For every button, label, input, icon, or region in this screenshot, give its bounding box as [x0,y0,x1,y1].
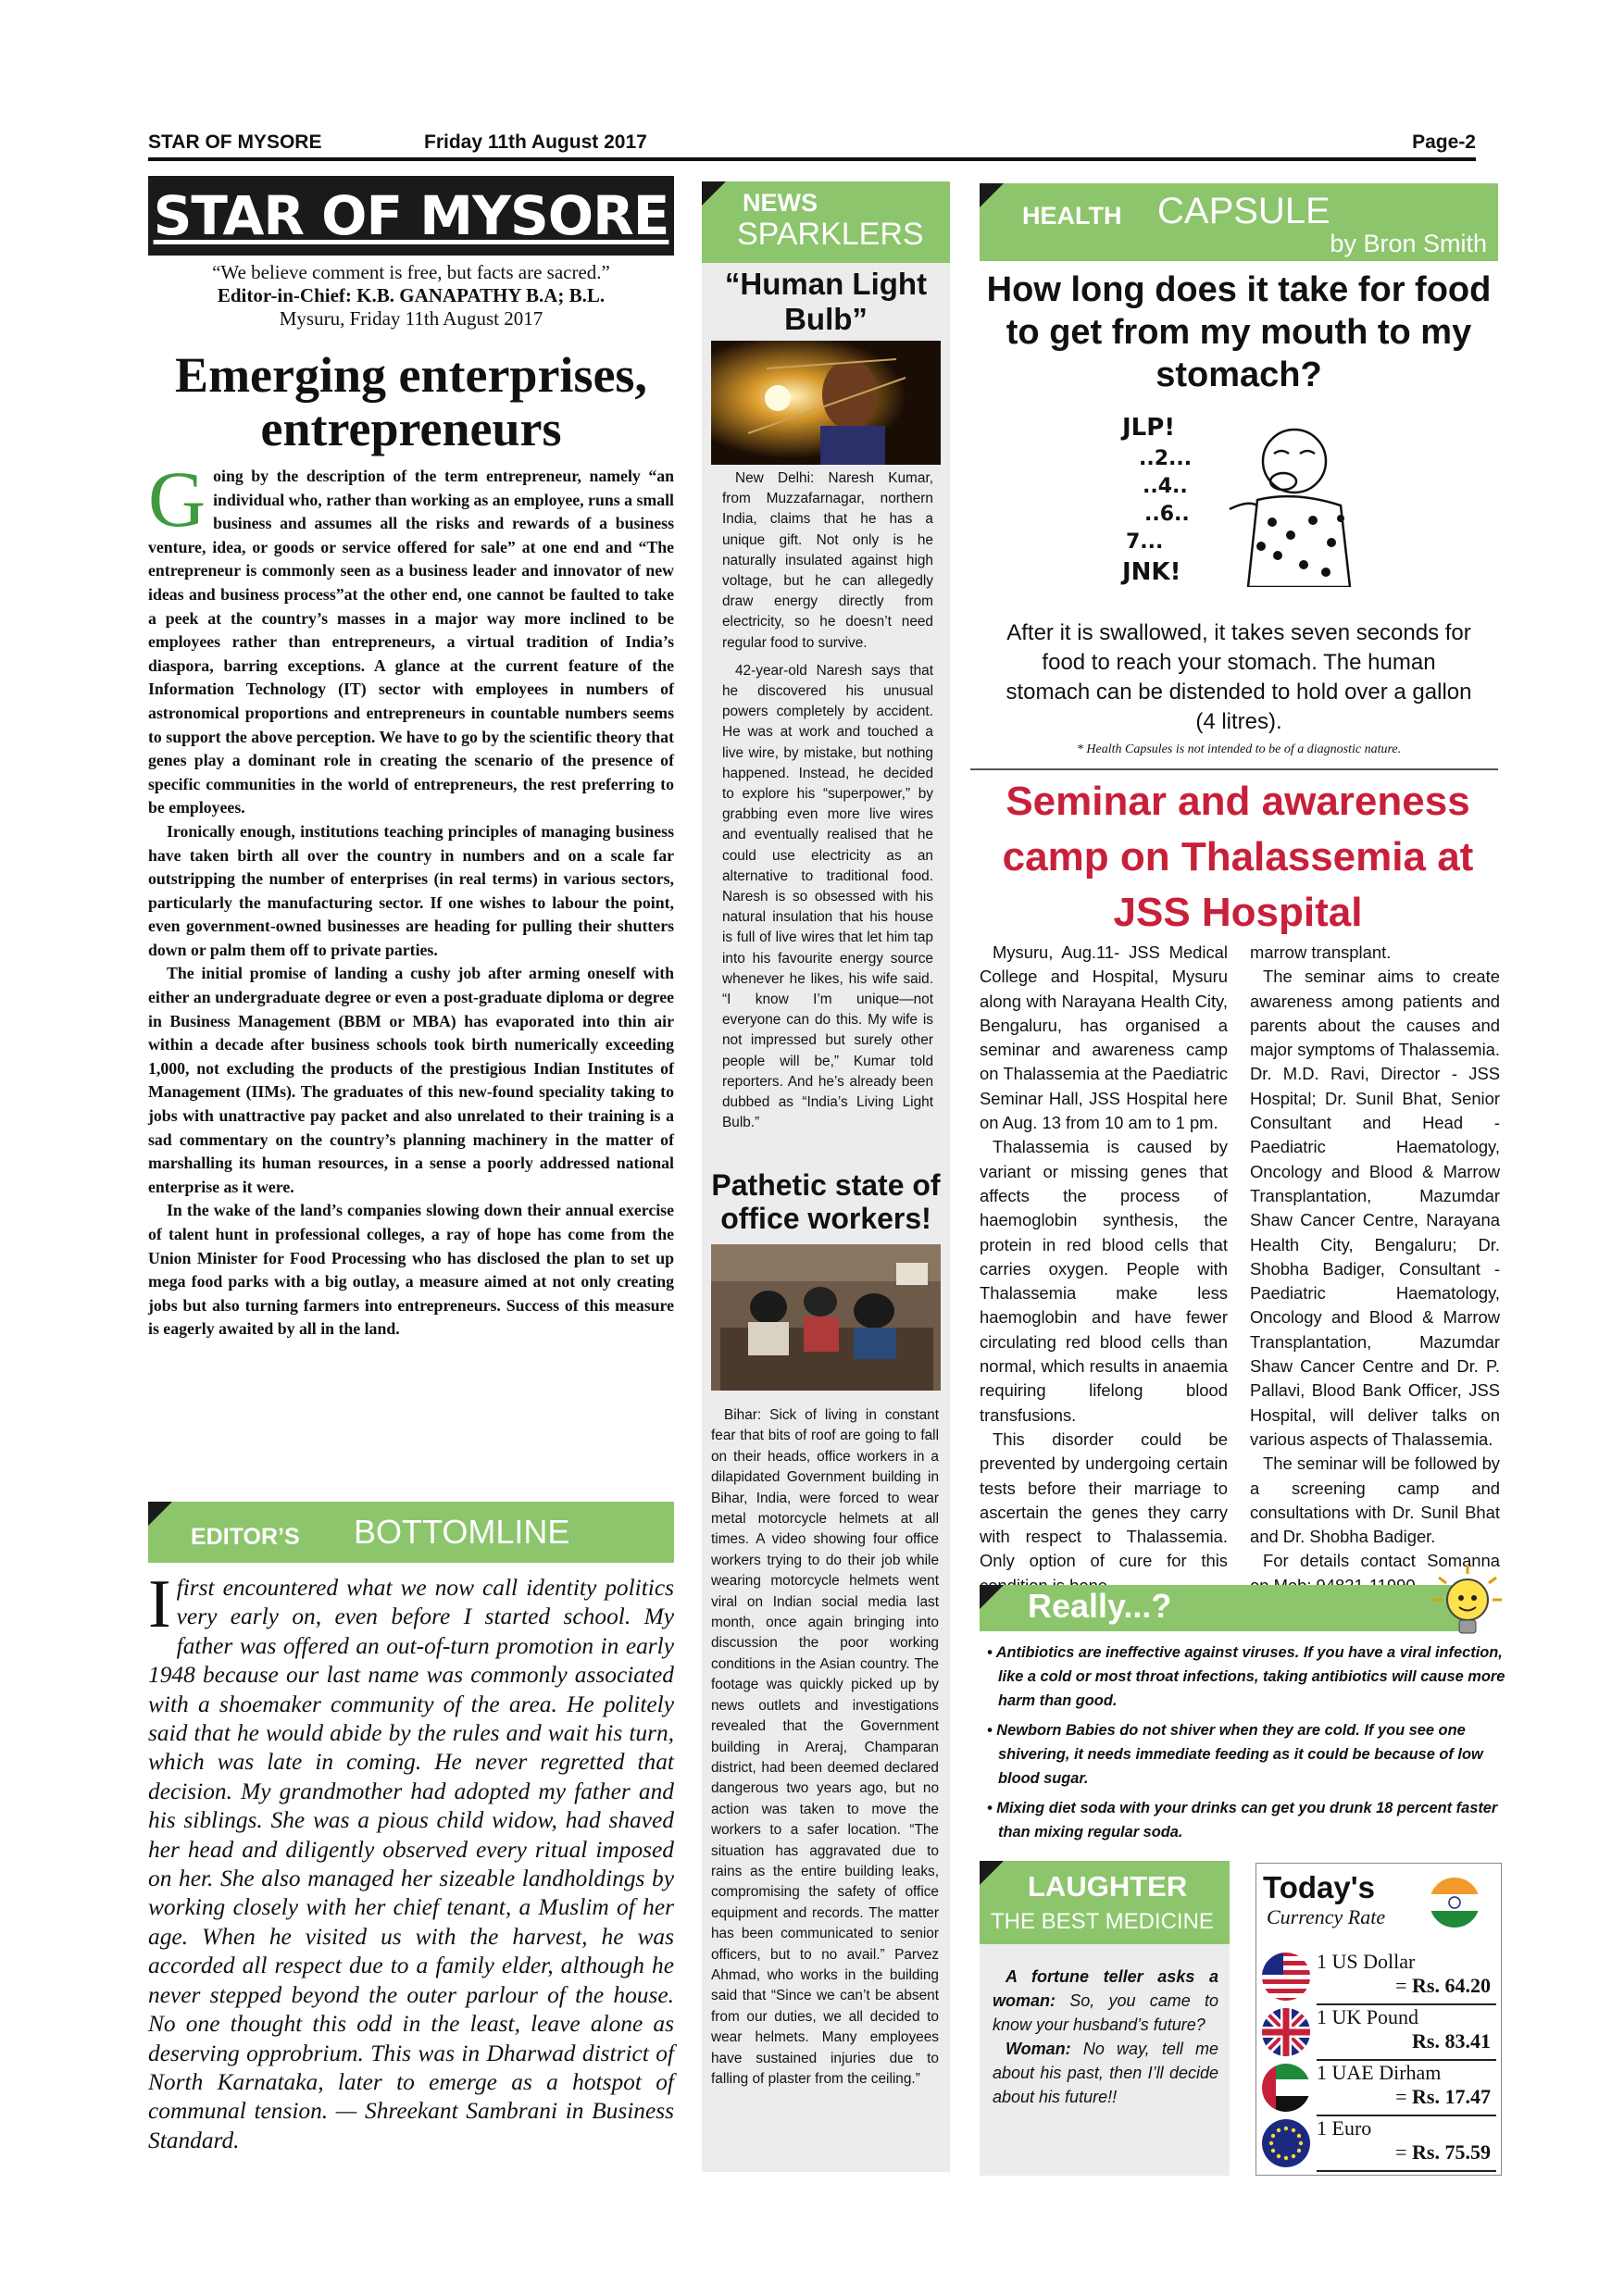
currency-row-eur [1261,2115,1496,2168]
uk-flag-icon [1261,2007,1311,2057]
health-disclaimer: * Health Capsules is not intended to be of a diagnostic nature. [1076,742,1402,756]
uae-flag-icon [1261,2063,1311,2113]
cartoon-text: ..2... [1139,447,1193,470]
editorial-paragraph: In the wake of the land’s companies slowing down their annual exercise of talent hunt in professional colleges, a ray of hope has come from the Union Minister for Food Processing who has disclosed the plan to set up mega food parks with a big outlay, a measure aimed at not only creating jobs but also turning farmers into entrepreneurs. Success of this measure is eagerly awaited by all in the land. [148,1201,674,1339]
header-paper-name: STAR OF MYSORE [148,131,322,153]
bottomline-dropcap: I [148,1566,171,1642]
currency-title: Today's [1263,1870,1375,1904]
currency-name: 1 UK Pound [1317,2005,1419,2028]
currency-divider [1317,2170,1496,2172]
currency-rate: = Rs. 75.59 [1395,2140,1491,2164]
light-bulb-icon [1431,1563,1504,1642]
masthead-motto: “We believe comment is free, but facts are sacred.” [212,261,610,283]
seminar-column-2 [1250,941,1500,1598]
masthead-dateline: Mysuru, Friday 11th August 2017 [279,307,543,330]
news-sparklers-banner [702,181,950,263]
story-paragraph: 42-year-old Naresh says that he discovered his unusual powers completely by accident. He was at work and touched a live wire, by mistake, but nothing happened. Instead, he decided to explore his “superpower,” by grabbing even more live wires and eventually realised that he could use electricity as an alternative to traditional food. Naresh is so obsessed with his natural insulation that his house is full of live wires that let him tap into his favourite energy source whenever he likes, his wife said. “I know I’m unique—not everyone can do this. My wife is not impressed but surely other people will be,” Kumar told reporters. And he’s already been dubbed as “India’s Living Light Bulb.” [722,662,933,1131]
really-list [980,1641,1507,1850]
editorial-paragraph: Ironically enough, institutions teaching principles of managing business have taken birth all over the country in numbers and on a scale far outstripping the number of enterprises (in real terms) in various sectors, particularly the manufacturing sector. If one wishes to labour the point, even government-owned businesses are heading for pulling their shutters down or palm them off to private parties. [148,821,674,959]
health-capsule-banner [980,183,1498,261]
currency-subtitle: Currency Rate [1267,1905,1386,1928]
header-rule [148,157,1476,161]
editorial-body [148,455,674,1341]
really-item: • Mixing diet soda with your drinks can get you drunk 18 percent faster than mixing regular soda. [987,1800,1498,1841]
banner-corner-icon [980,1861,1004,1885]
seminar-headline: Seminar and awareness camp on Thalassemia at JSS Hospital [1002,779,1474,935]
health-question: How long does it take for food to get from my mouth to my stomach? [986,270,1492,394]
health-label: CAPSULE [1157,191,1330,231]
laughter-banner [980,1861,1230,1944]
seminar-paragraph: The seminar aims to create awareness among patients and parents about the causes and major symptoms of Thalassemia. Dr. M.D. Ravi, Director - JSS Hospital; Dr. Sunil Bhat, Senior Consultant and Head - Paediatric Haematology, Oncology and Blood & Marrow Transplantation, Mazumdar Shaw Cancer Centre, Narayana Health City, Bengaluru; Dr. Shobha Badiger, Consultant - Paediatric Haematology, Oncology and Blood & Marrow Transplantation, Mazumdar Shaw Cancer Centre and Dr. P. Pallavi, Blood Bank Officer, JSS Hospital, will deliver talks on various aspects of Thalassemia. [1250,967,1500,1449]
laughter-label-top: LAUGHTER [1028,1870,1188,1903]
currency-rate: = Rs. 64.20 [1395,1974,1491,1997]
seminar-paragraph: marrow transplant. [1250,942,1392,962]
cartoon-text: ..6.. [1144,503,1190,526]
really-banner [980,1585,1461,1631]
story-paragraph: Bihar: Sick of living in constant fear that bits of roof are going to fall on their heads, office workers in a dilapidated Government building in Bihar, India, were forced to wear metal motorcycle helmets at all times. A video showing four office workers trying to do their job while wearing motorcycle helmets went viral on Indian social media last month, once again bringing into discussion the poor working conditions in the Asian country. The footage was quickly picked up by news outlets and investigations revealed that the Government building in Areraj, Champaran district, had been deemed declared dangerous two years ago, but no action was taken to move the workers to a safer location. “The situation has aggravated due to rains as the entire building leaks, compromising the safety of office equipment and records. The matter has been communicated to senior officers, but to no avail.” Parvez Ahmad, who works in the building said that “Since we can’t be absent from our duties, we all decided to wear helmets. Many employees have sustained injuries due to falling of plaster from the ceiling.” [711,1407,939,2087]
cartoon-text: 7... [1126,530,1164,554]
currency-row-gbp [1261,2003,1496,2057]
editorial-headline: Emerging enterprises, entrepreneurs [175,347,647,456]
currency-row-usd [1261,1948,1496,2002]
seminar-column-1 [980,941,1228,1598]
really-label: Really...? [1028,1587,1172,1625]
editorial-dropcap: G [148,455,206,543]
health-label-bold: HEALTH [1022,202,1122,230]
india-flag-icon [1428,1876,1481,1929]
story-title: “Human Light Bulb” [724,267,928,336]
bottomline-label: BOTTOMLINE [354,1513,570,1551]
laughter-label-bottom: THE BEST MEDICINE [991,1909,1214,1934]
currency-row-aed [1261,2059,1496,2113]
health-answer: After it is swallowed, it takes seven seconds for food to reach your stomach. The human stomach can be distended to hold over a gallon (4 litres). [1006,620,1472,734]
joke-line: Woman: No way, tell me about his past, then I’ll decide about his future!! [993,2040,1218,2106]
seminar-paragraph: Thalassemia is caused by variant or missing genes that affects the process of haemoglobin synthesis, the protein in red blood cells that carries oxygen. People with Thalassemia make less haemoglobin and have fewer circulating red blood cells than normal, which results in anaemia requiring lifelong blood transfusions. [980,1137,1228,1425]
bottomline-body [148,1566,674,2155]
header-date: Friday 11th August 2017 [424,131,647,153]
news-label-top: NEWS [743,189,818,217]
currency-rate: Rs. 83.41 [1412,2029,1491,2053]
seminar-paragraph: Mysuru, Aug.11- JSS Medical College and Hospital, Mysuru along with Narayana Health City, Bengaluru, has organised a seminar and awareness camp on Thalassemia at the Paediatric Seminar Hall, JSS Hospital here on Aug. 13 from 10 am to 1 pm. [980,942,1228,1133]
story-body [711,1405,939,2090]
story-paragraph: New Delhi: Naresh Kumar, from Muzzafarnagar, northern India, claims that he has a unique gift. Not only is he naturally insulated against high voltage, but he can allegedly draw energy directly from electricity, so he doesn’t need regular food to survive. [722,470,933,651]
banner-corner-icon [148,1502,172,1526]
currency-name: 1 US Dollar [1317,1950,1416,1973]
cartoon-text: ..4.. [1143,475,1188,498]
editorial-paragraph: The initial promise of landing a cushy job after arming oneself with either an undergraduate degree or even a post-graduate diploma or degree in Business Management (BBM or MBA) has evaporated into thin air within a decade after business schools took birth numerically exceeding 1,000, not excluding the products of the prestigious Indian Institutes of Management (IIMs). The graduates of this new-found speciality taking to jobs with unattractive pay packet and also unrelated to their training is a sad commentary on the country’s planning machinery in the matter of marshalling its human resources, in a sense a poorly addressed national enterprise as it were. [148,964,674,1196]
currency-name: 1 Euro [1317,2116,1372,2140]
really-item: • Antibiotics are ineffective against viruses. If you have a viral infection, like a cold or most throat infections, taking antibiotics will cause more harm than good. [987,1644,1505,1709]
swallowing-cartoon-illustration [1118,407,1359,587]
cartoon-text: JNK! [1122,558,1181,586]
seminar-paragraph: This disorder could be prevented by undergoing certain tests before their marriage to ascertain the genes they carry with respect to Thalassemia. Only option of cure for this [980,1429,1228,1571]
banner-corner-icon [980,1585,1004,1609]
banner-corner-icon [980,183,1004,207]
cartoon-text: JLP! [1122,414,1176,442]
office-workers-helmets-photo [711,1244,941,1391]
health-byline: by Bron Smith [1330,230,1487,257]
eu-flag-icon [1261,2118,1311,2168]
currency-name: 1 UAE Dirham [1317,2061,1442,2084]
seminar-paragraph: The seminar will be followed by a screening camp and consultations with Dr. Sunil Bhat and Dr. Shobha Badiger. [1250,1454,1500,1547]
masthead-logo: STAR OF MYSORE [148,176,674,256]
bottomline-label-bold: EDITOR’S [191,1524,300,1550]
really-item: • Newborn Babies do not shiver when they are cold. If you see one shivering, it needs immediate feeding as it could be because of low blood sugar. [987,1722,1483,1787]
banner-corner-icon [702,181,726,206]
seminar-paragraph: For details contact Somanna [1263,1551,1500,1571]
light-bulb-man-photo [711,341,941,465]
news-label-bottom: SPARKLERS [737,217,924,252]
joke-line: A fortune teller asks a woman: So, you came to know your husband’s future? [993,1967,1218,2034]
header-page-number: Page-2 [1412,131,1476,153]
bottomline-text: first encountered what we now call identity politics very early on, even before I started school. My father was offered an out-of-turn promotion in early 1948 because our last name was commonly associated with a shoemaker community of the area. He politely said that he would abide by the rules and wait his turn, which was late in coming. He never regretted that decision. My grandmother had adopted my father and his siblings. She was a pious child widow, had shaved her head and diligently observed every ritual imposed on her. She also managed her sizeable landholdings by working closely with her chief tenant, a Muslim of her age. When he visited us with the harvest, he was accorded all respect due to a family elder, although he never stepped beyond the outer parlour of the house. No one thought this odd in the least, leave alone as deserving opprobrium. This was in Dharwad district of North Karnataka, later to emerge as a hotspot of communal tension. — Shreekant Sambrani in Business Standard. [148,1575,674,2153]
laughter-joke [993,1965,1218,2109]
story-body [722,468,933,1134]
editorial-paragraph: oing by the description of the term entrepreneur, namely “an individual who, rather than working as an employee, runs a small business and assumes all the risks and rewards of a business venture, idea, or goods or service offered for sale” at one end and “The entrepreneur is commonly seen as a business leader and innovator of new ideas and business process”at the other end, one cannot be faulted to take a peek at the country’s masses in a major way more inclined to be employees rather than entrepreneurs, a virtual tradition of India’s diaspora, barring exceptions. A glance at the current feature of the Information Technology (IT) sector with employees in numbers of astronomical proportions and entrepreneurs in countable numbers seems to support the above perception. We have to go by the scientific theory that genes play a dominant role in creating the scenario of the presence of specific communities in the world of entrepreneurs, the rest preferring to be employees. [148,467,674,817]
story-title: Pathetic state of office workers! [711,1168,941,1235]
currency-rate: = Rs. 17.47 [1395,2085,1491,2108]
section-divider [970,768,1498,770]
masthead-editor: Editor-in-Chief: K.B. GANAPATHY B.A; B.L. [217,284,606,306]
us-flag-icon [1261,1952,1311,2002]
bottomline-banner [148,1502,674,1563]
